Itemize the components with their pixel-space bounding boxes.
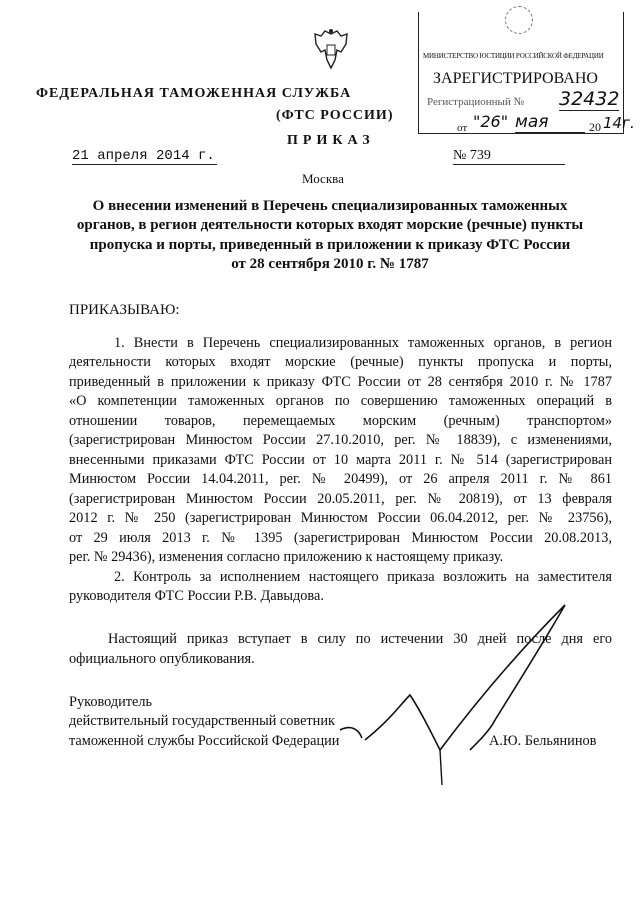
body-line: официального опубликования. xyxy=(69,651,255,667)
body-line: Настоящий приказ вступает в силу по истечении 30 дней после дня его xyxy=(108,631,612,647)
order-number: № 739 xyxy=(453,148,565,165)
title-line: О внесении изменений в Перечень специализированных таможенных xyxy=(92,198,568,214)
stamp-year-prefix: 20 xyxy=(589,120,601,134)
agency-abbr: (ФТС РОССИИ) xyxy=(276,108,394,123)
body-line: руководителя ФТС России Р.В. Давыдова. xyxy=(69,588,324,604)
doc-type: ПРИКАЗ xyxy=(287,133,375,148)
order-word: ПРИКАЗЫВАЮ: xyxy=(69,302,180,318)
body-line: (зарегистрирован Минюстом России 20.05.2011, рег. № 20819), от 13 февраля xyxy=(69,491,612,507)
registration-stamp xyxy=(418,12,635,134)
title-line: от 28 сентября 2010 г. № 1787 xyxy=(231,256,429,272)
title-line: пропуска и порты, приведенный в приложении к приказу ФТС России xyxy=(89,237,571,253)
stamp-ministry: МИНИСТЕРСТВО ЮСТИЦИИ РОССИЙСКОЙ ФЕДЕРАЦИИ xyxy=(423,52,604,60)
body-line: приведенный в приложении к приказу ФТС России от 28 сентября 2010 г. № 1787 xyxy=(69,374,612,390)
body-line: рег. № 29436), изменения согласно приложению к настоящему приказу. xyxy=(69,549,504,565)
title-line: органов, в регион деятельности которых входят морские (речные) пункты xyxy=(76,217,584,233)
body-line: 1. Внести в Перечень специализированных таможенных органов, в регион xyxy=(114,335,612,351)
agency-name: ФЕДЕРАЛЬНАЯ ТАМОЖЕННАЯ СЛУЖБА xyxy=(36,86,352,101)
city: Москва xyxy=(302,171,344,186)
stamp-month: мая xyxy=(515,112,585,133)
body-line: от 29 июля 2013 г. № 1395 (зарегистрирован Минюстом России 20.08.2013, xyxy=(69,530,612,546)
stamp-date-prefix: от xyxy=(457,122,468,134)
stamp-registered: ЗАРЕГИСТРИРОВАНО xyxy=(433,70,598,87)
signatory-title: действительный государственный советник xyxy=(69,713,335,729)
signatory-title: Руководитель xyxy=(69,694,153,710)
body-line: Минюстом России 14.04.2011, рег. № 20499), от 26 апреля 2011 г. № 861 xyxy=(69,471,612,487)
stamp-emblem-icon xyxy=(505,6,533,34)
body-line: (зарегистрирован Минюстом России 27.10.2010, рег. № 18839), с изменениями, xyxy=(69,432,612,448)
signatory-title: таможенной службы Российской Федерации xyxy=(69,733,340,749)
body-line: «О компетенции таможенных органов по совершению таможенных операций в xyxy=(69,393,612,409)
handwritten-signature xyxy=(330,600,570,790)
body-line: отношении товаров, перемещаемых морским (речным) транспортом» xyxy=(69,413,612,429)
body-line: 2. Контроль за исполнением настоящего приказа возложить на заместителя xyxy=(114,569,612,585)
order-date: 21 апреля 2014 г. xyxy=(72,148,217,165)
body-line: внесенными приказами ФТС России от 10 марта 2011 г. № 514 (зарегистрирован xyxy=(69,452,612,468)
stamp-day: "26" xyxy=(473,112,509,131)
stamp-reg-number: 32432 xyxy=(559,88,620,110)
coat-of-arms-emblem xyxy=(311,28,351,72)
body-line: 2012 г. № 250 (зарегистрирован Минюстом России 06.04.2012, рег. № 23756), xyxy=(69,510,612,526)
stamp-year-suffix: 14г. xyxy=(603,114,635,132)
body-line: деятельности которых входят морские (речные) пункты пропуска и порты, xyxy=(69,354,612,370)
stamp-reg-label: Регистрационный № xyxy=(427,96,525,108)
signatory-name: А.Ю. Бельянинов xyxy=(489,733,597,749)
